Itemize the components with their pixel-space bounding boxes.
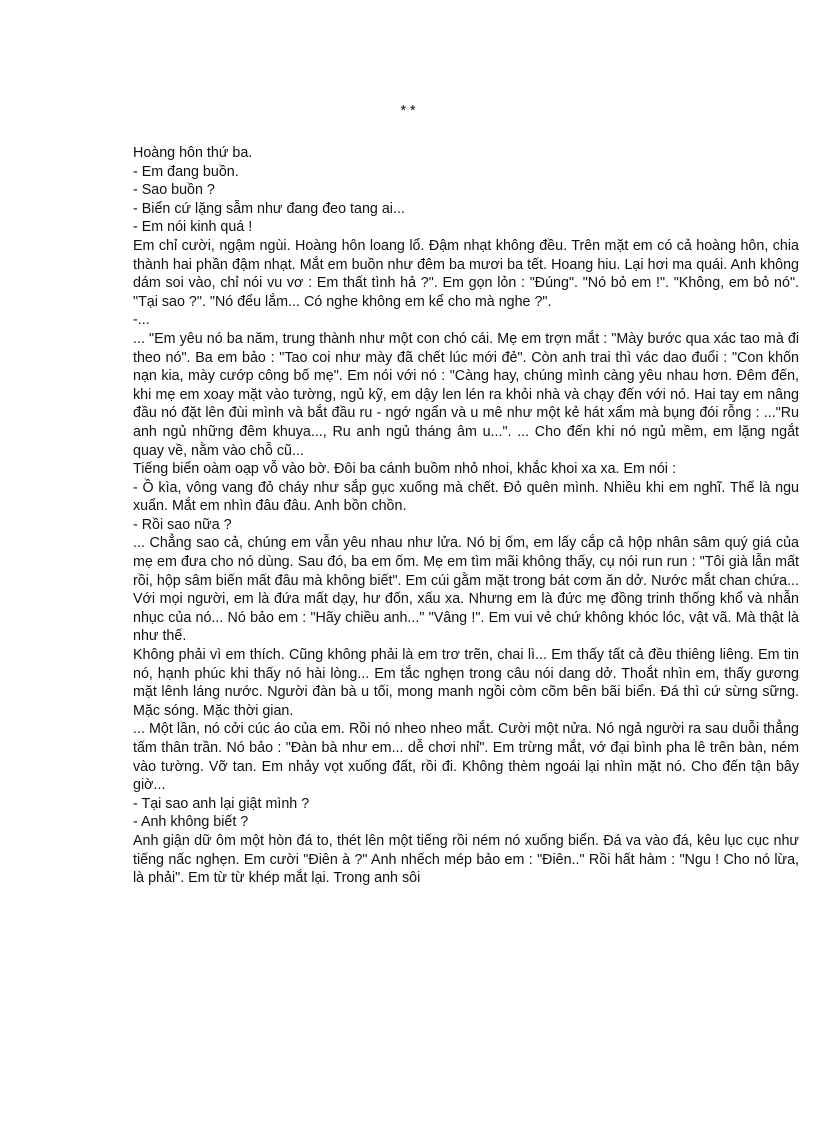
paragraph: - Tại sao anh lại giật mình ? [133, 795, 310, 812]
section-separator: * * [400, 103, 416, 119]
paragraph: - Biển cứ lặng sẫm như đang đeo tang ai... [133, 200, 405, 217]
paragraph: Không phải vì em thích. Cũng không phải là em trơ trẽn, chai lì... Em thấy tất cả đều thiêng liêng. Em tin nó, hạnh phúc khi thấy nó hài lòng... Em tắc nghẹn trong câu nói dang dở. Thoắt nhìn em, thấy gương mặt lênh láng nước. Người đàn bà u tối, mong manh ngồi còm cõm bên bãi biển. Đá thì cứ sừng sững. Mặc sóng. Mặc thời gian. [133, 647, 799, 719]
paragraph: Em chỉ cười, ngậm ngùi. Hoàng hôn loang lổ. Đậm nhạt không đều. Trên mặt em có cả hoàng hôn, chia thành hai phần đậm nhạt. Mắt em buồn như đêm ba mươi ba tết. Hoang hiu. Lại hơi ma quái. Anh không dám soi vào, chỉ nói vu vơ : Em thất tình hả ?". Em gọn lỏn : "Đúng". "Nó bỏ em !". "Không, em bỏ nó". "Tại sao ?". "Nó đểu lắm... Có nghe không em kể cho mà nghe ?". [133, 237, 799, 310]
paragraph: Tiếng biển oàm oạp vỗ vào bờ. Đôi ba cánh buồm nhỏ nhoi, khắc khoi xa xa. Em nói : [133, 461, 676, 478]
paragraph: Anh giận dữ ôm một hòn đá to, thét lên một tiếng rồi ném nó xuống biển. Đá va vào đá, kêu lục cục như tiếng nấc nghẹn. Em cười "Điên à ?" Anh nhếch mép bảo em : "Điên.." Rồi hất hàm : "Ngu ! Cho nó lừa, là phải". Em từ từ khép mắt lại. Trong anh sôi [133, 832, 799, 887]
paragraph: ... "Em yêu nó ba năm, trung thành như một con chó cái. Mẹ em trợn mắt : "Mày bước qua xác tao mà đi theo nó". Ba em bảo : "Tao coi như mày đã chết lúc mới đẻ". Còn anh trai thì vác dao đuổi : "Con khốn nạn kia, mày cướp công bố mẹ". Em nói với nó : "Càng hay, chúng mình càng yêu nhau hơn. Đêm đến, khi mẹ em xoay mặt vào tường, ngủ kỹ, em dậy len lén ra khỏi nhà và chạy đến với nó. Hai tay em nâng đầu nó đặt lên đùi mình và bắt đầu ru - ngớ ngẩn và u mê như một kẻ hát xẩm mà bụng đói rỗng : ..."Ru anh ngủ những đêm khuya..., Ru anh ngủ tháng âm u...". ... Cho đến khi nó ngủ mềm, em lặng ngắt quay về, nằm vào chỗ cũ... [133, 330, 799, 459]
paragraph: - Em nói kinh quá ! [133, 219, 253, 236]
paragraph: - Anh không biết ? [133, 814, 249, 831]
paragraph: - Sao buồn ? [133, 182, 215, 199]
paragraph: - Ồ kìa, vông vang đỏ cháy như sắp gục xuống mà chết. Đỏ quên mình. Nhiều khi em nghĩ. Thế là ngu xuẩn. Mắt em nhìn đâu đâu. Anh bồn chồn. [133, 479, 799, 515]
paragraph: ... Một lần, nó cởi cúc áo của em. Rồi nó nheo nheo mắt. Cười một nửa. Nó ngả người ra sau duỗi thẳng tấm thân trần. Nó bảo : "Đàn bà như em... dễ chơi nhỉ". Em trừng mắt, vớ đại bình pha lê trên bàn, ném vào tường. Vỡ tan. Em nhảy vọt xuống đất, rồi đi. Không thèm ngoái lại nhìn mặt nó. Cho đến tận bây giờ... [133, 721, 799, 794]
paragraph: - Rồi sao nữa ? [133, 516, 232, 533]
paragraph: Hoàng hôn thứ ba. [133, 145, 253, 161]
paragraph: -... [133, 312, 150, 329]
paragraph: - Em đang buồn. [133, 163, 239, 180]
paragraph: ... Chẳng sao cả, chúng em vẫn yêu nhau như lửa. Nó bị ốm, em lấy cắp cả hộp nhân sâm quý giá của mẹ em đưa cho nó dùng. Sau đó, ba em ốm. Mẹ em tìm mãi không thấy, cụ nói run run : "Tôi già lẫn mất rồi, hộp sâm biến mất đâu mà không biết". Em cúi gằm mặt trong bát cơm ăn dở. Nước mắt chan chứa... Với mọi người, em là đứa mất dạy, hư đốn, xấu xa. Nhưng em là đức mẹ đồng trinh thống khổ và nhẫn nhục của nó... Nó bảo em : "Hãy chiều anh..." "Vâng !". Em vui vẻ chứ không khóc lóc, vật vã. Mà thật là như thế. [133, 535, 799, 645]
story-text [133, 144, 799, 888]
